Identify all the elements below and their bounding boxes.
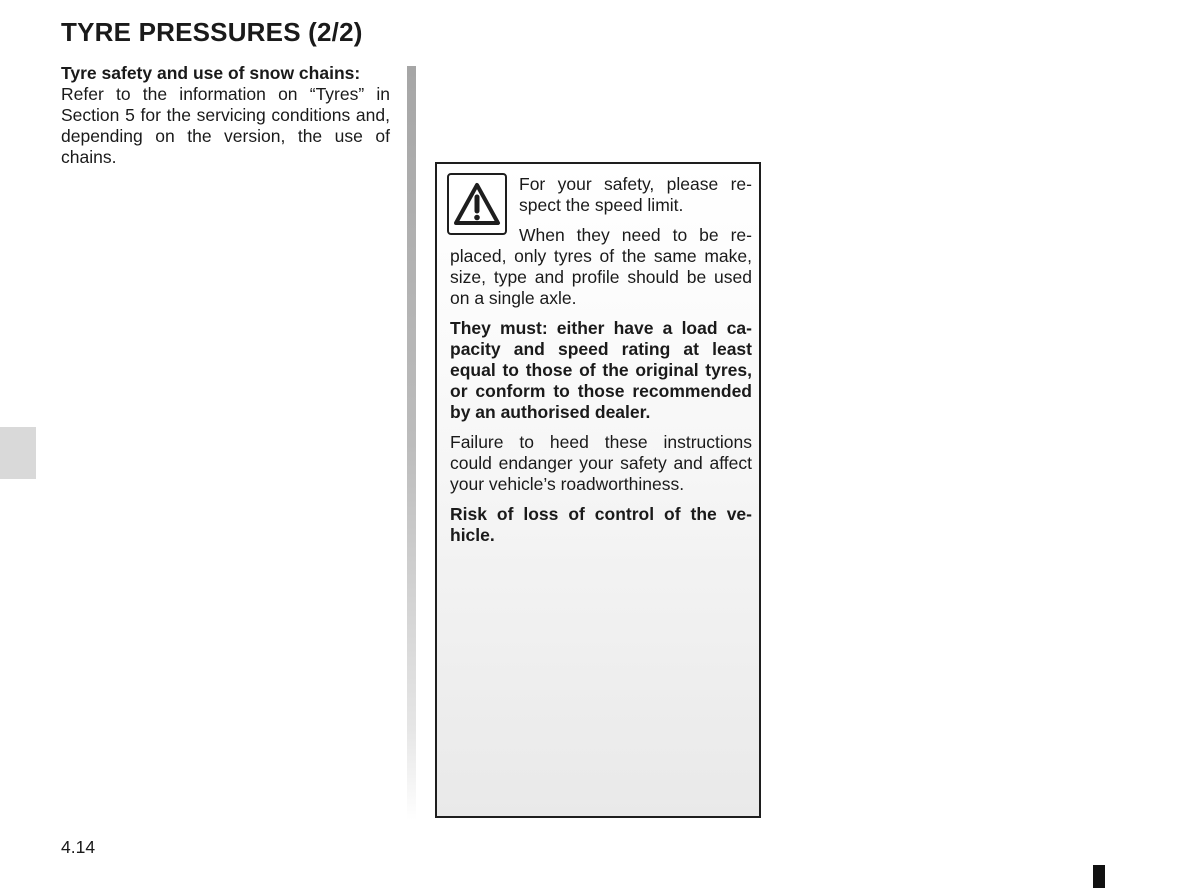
intro-heading: Tyre safety and use of snow chains:	[61, 63, 361, 83]
warning-box	[435, 162, 761, 818]
page-title: TYRE PRESSURES (2/2)	[61, 17, 363, 47]
warning-paragraph-bold: They must: either have a load capacity and speed rating at least equal to those of the original tyres, or conform to those recommended by an authorised dealer.	[450, 318, 752, 422]
section-tab	[0, 427, 36, 479]
warning-paragraph: When they need to be replaced, only tyres of the same make, size, type and profile should be used on a single axle.	[450, 225, 752, 308]
warning-text	[450, 174, 752, 555]
intro-body: Refer to the information on “Tyres” in Section 5 for the servicing conditions and, depending on the version, the use of chains.	[61, 84, 390, 167]
warning-paragraph: For your safety, please respect the speed limit.	[519, 174, 752, 215]
page-number: 4.14	[61, 837, 96, 857]
column-divider	[407, 66, 416, 820]
warning-paragraph: Failure to heed these instructions could endanger your safety and affect your vehicle’s roadworthiness.	[450, 432, 752, 494]
intro-section	[61, 63, 390, 168]
warning-paragraph-bold: Risk of loss of control of the vehicle.	[450, 504, 752, 545]
page-edge-mark	[1093, 865, 1105, 888]
